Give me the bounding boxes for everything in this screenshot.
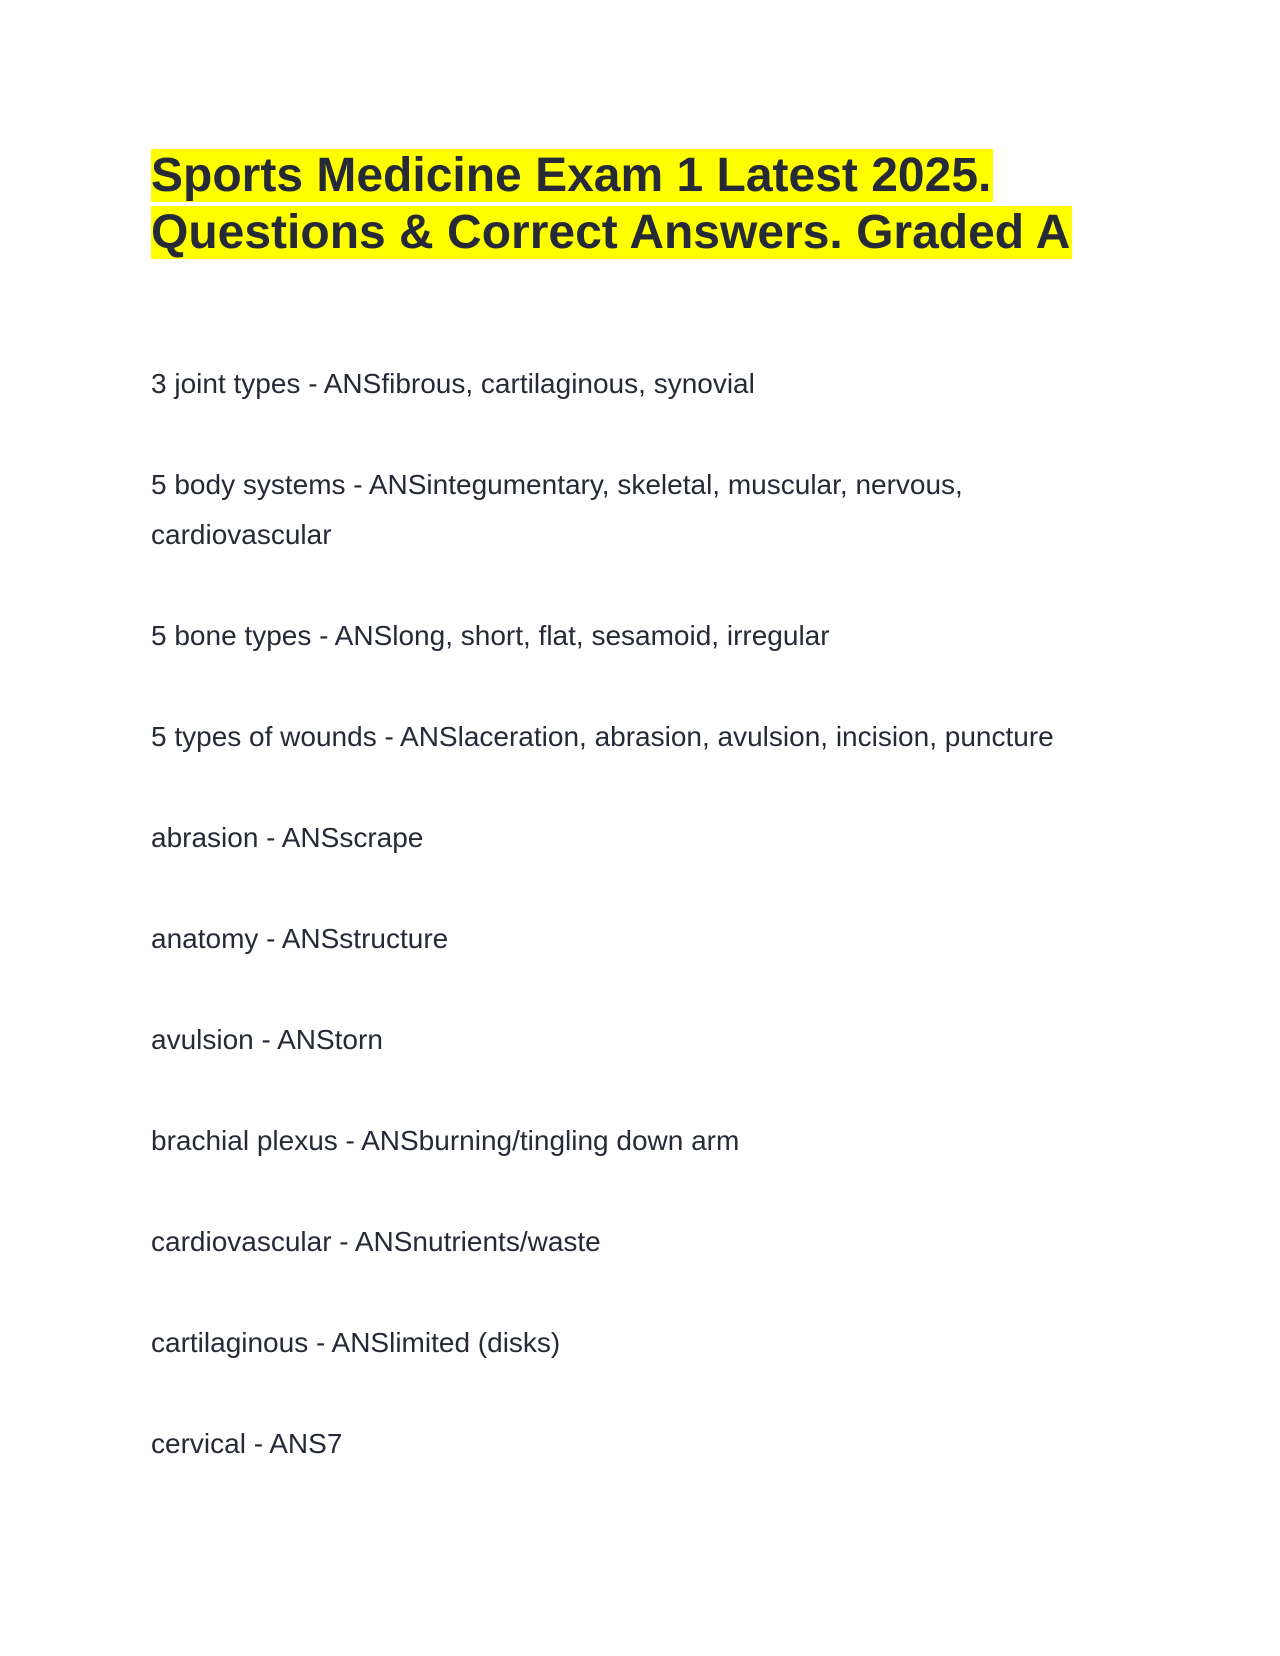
qa-entry: brachial plexus - ANSburning/tingling down arm	[151, 1125, 740, 1156]
qa-entry: cardiovascular - ANSnutrients/waste	[151, 1226, 601, 1257]
qa-entry: anatomy - ANSstructure	[151, 923, 449, 954]
title-line-1: Sports Medicine Exam 1 Latest 2025.	[151, 149, 992, 202]
qa-entry: 5 bone types - ANSlong, short, flat, sesamoid, irregular	[151, 620, 830, 651]
qa-entry: cervical - ANS7	[151, 1428, 343, 1459]
qa-entry: 3 joint types - ANSfibrous, cartilaginous, synovial	[151, 368, 755, 399]
qa-entry: abrasion - ANSscrape	[151, 822, 424, 853]
document-title	[151, 147, 1131, 261]
qa-entry: 5 types of wounds - ANSlaceration, abrasion, avulsion, incision, puncture	[151, 721, 1054, 752]
qa-list	[151, 359, 1131, 1520]
title-line-2: Questions & Correct Answers. Graded A	[151, 206, 1071, 259]
document-page	[151, 147, 1131, 1459]
qa-entry: avulsion - ANStorn	[151, 1024, 383, 1055]
qa-entry: cartilaginous - ANSlimited (disks)	[151, 1327, 561, 1358]
qa-entry: 5 body systems - ANSintegumentary, skeletal, muscular, nervous, cardiovascular	[151, 469, 963, 550]
